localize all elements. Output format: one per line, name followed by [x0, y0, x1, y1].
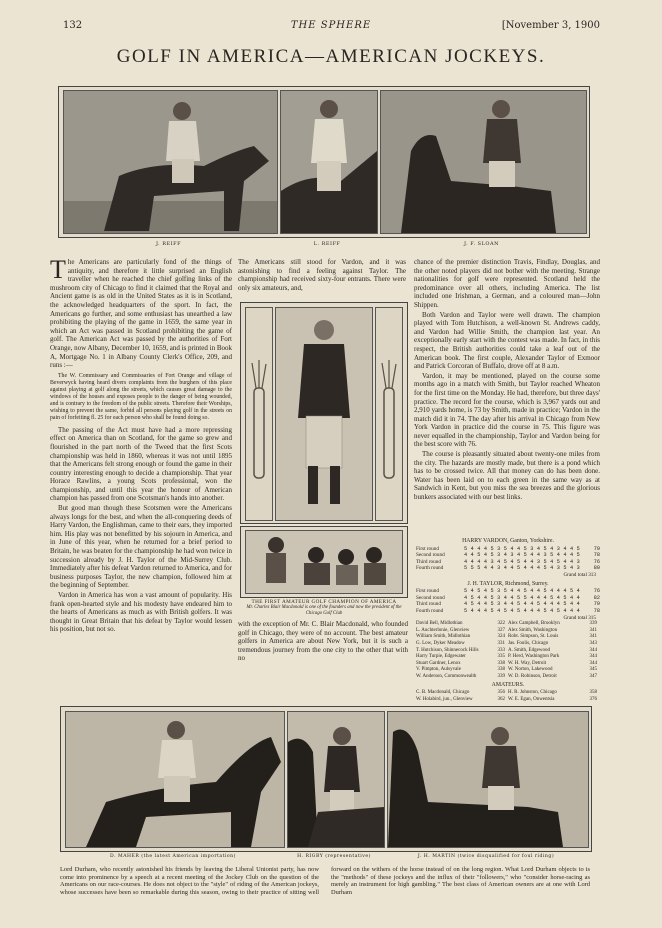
list-item: Jas. Foulis, Chicago 343 [508, 640, 597, 646]
scorecard-player: J. H. TAYLOR, Richmond, Surrey. [467, 580, 549, 587]
paragraph: The Americans still stood for Vardon, and it was astonishing to find a feeling against Taylor. The championship had received sixty-four entrants. There were only six amateurs, and, [238, 258, 406, 292]
list-item: Harry Turpie, Edgewater 335 [416, 654, 505, 660]
list-item: Robt. Simpson, St. Louis 341 [508, 634, 597, 640]
grand-total: Grand total 313 [563, 571, 596, 578]
list-item: C. B. Macdonald, Chicago 356 [416, 690, 505, 696]
photo-l-reiff [280, 90, 378, 234]
list-item: Alex Campbell, Brooklyn 339 [508, 621, 597, 627]
photo-caddies [245, 530, 403, 594]
page-title: GOLF IN AMERICA—AMERICAN JOCKEYS. [116, 46, 546, 67]
paragraph: he Americans are particularly fond of the things of antiquity, and therefore it little surprised an English traveller when he reached the chief golfing links of the mushroom city of Chicago to find it claimed that the Royal and Ancient game is as old in the United States as it is in Scotland, the acknowledged headquarters of the sport. In fact, the Americans go further, and some enthusiast has unearthed a law prohibiting the playing of the game in 1659, the same year in which an Act was passed in Scotland prohibiting the game of golf. The American Act was passed by the authorities of Fort Orange, now Albany, December 10, 1659, and is printed in Book A, Mortgage No. 1 in Albany County Clerk's Office, 209, and runs :— [50, 258, 232, 370]
paragraph: Vardon in America has won a vast amount of popularity. His frank open-hearted style and his modesty have endeared him to the hearts of Americans as much as with British golfers. It was thought in Great Britain that his defeat by Taylor would lessen his position, but not so. [50, 591, 232, 634]
paragraph: chance of the premier distinction Travis, Findlay, Douglas, and the other noted players did not bother with the meeting. Strange nationalities for golf were represented. Scotland held the predominance over all others, including America. The list included one Irishman, a German, and a coloured man—John Shippen. [414, 258, 600, 309]
horse-rider-image [64, 91, 277, 233]
list-item: David Bell, Midlothian 322 [416, 621, 505, 627]
caddies-group-image [246, 531, 402, 593]
list-item: W. E. Egan, Onwentsia 376 [508, 696, 597, 702]
list-item: William Smith, Midlothian 324 [416, 634, 505, 640]
list-item: W. Anderson, Commonwealth 339 [416, 673, 505, 679]
list-item: A. Smith, Edgewood 344 [508, 647, 597, 653]
page-number: 132 [63, 20, 83, 31]
score-tables [416, 536, 600, 703]
center-caption [240, 599, 408, 617]
score-row: Second round 4 4 5 4 5 3 4 3 4 5 4 4 3 5 4 4 4 5 78 [416, 552, 600, 559]
issue-date: [November 3, 1900 [501, 20, 600, 31]
results-list [416, 621, 600, 680]
photo-macdonald [275, 307, 373, 521]
caddies-photo-frame [240, 526, 408, 598]
grand-total: Grand total 315 [563, 614, 596, 621]
list-item: V. Pimpton, Aulsyvale 338 [416, 667, 505, 673]
act-quotation: The W. Commissary and Commissaries of Fort Orange and village of Beverwyck having heard divers complaints from the burghers of this place against playing at golf along the streets, which causes great damage to the windows of the houses and exposes people to the danger of being wounded, and is contrary to the freedom of the public streets. Therefore their Worships, wishing to prevent the same, forbid all persons playing golf in the streets on pain of forfeiting fl. 25 for each person who shall be found doing so. [50, 372, 232, 421]
article-column-3 [414, 258, 600, 534]
photo-j-h-martin [387, 711, 589, 848]
horse-rider-image [388, 712, 588, 847]
caption-h-rigby: H. RIGBY (representative) [297, 854, 371, 859]
bottom-article: Lord Durham, who recently astonished his friends by leaving the Liberal Unionist party, has now come into prominence by a speech at a recent meeting of the Jockey Club on the question of the Americans on our race-courses. He does not object to the "style" of riding of the American jockeys, whose successes have been so remarkable during this season, owing to their practice of sitting well forward on the withers of the horse instead of on the long region. What Lord Durham objects to is the "methods" of these jockeys and the influx of their "followers," who "consider horse-racing as merely an instrument for high gambling." The best class of American owners are at one with Lord Durham [60, 866, 590, 897]
list-item: Alex Smith, Washington 341 [508, 627, 597, 633]
horse-rider-image [288, 712, 384, 847]
paragraph: Vardon, it may be mentioned, played on the course some months ago in a match with Smith, but Taylor reached Wheaton for the first time on the Monday. He had, therefore, but three days' practice. The record for the course, which is 3,967 yards out and 2,910 yards home, is 73 by Smith, made in practice; Vardon in the match did it in 74. The day after his arrival in Chicago from New York Vardon in practice did the course in 75. This figure was never equalled in the championship, Taylor and Vardon being for the best score with 76. [414, 371, 600, 449]
golf-bag-icon [246, 308, 272, 520]
photo-j-f-sloan [380, 90, 587, 234]
amateurs-list [416, 690, 600, 703]
bottom-photo-strip [60, 706, 592, 852]
score-row: Second round 4 5 4 4 5 3 4 4 5 5 4 4 4 5 4 5 4 4 82 [416, 594, 600, 601]
article-column-2-bottom [238, 620, 408, 668]
amateurs-heading: AMATEURS. [491, 682, 525, 689]
scorecard-player: HARRY VARDON, Ganton, Yorkshire. [462, 538, 554, 544]
paragraph: with the exception of Mr. C. Blair Macdonald, who founded golf in Chicago, they were of no account. The best amateur golfers in America are about New York, but it is such a tremendous journey from the one city to the other that with no [238, 620, 408, 663]
score-row: First round 5 4 4 4 5 3 5 4 4 5 3 4 5 4 3 4 4 5 79 [416, 545, 600, 552]
horse-rider-image [66, 712, 284, 847]
score-row: First round 5 4 5 4 5 3 5 4 4 5 4 4 5 4 4 4 5 4 76 [416, 588, 600, 595]
list-item: W. H. Way, Detroit 344 [508, 660, 597, 666]
horse-rider-image [281, 91, 377, 233]
article-column-2-top [238, 258, 406, 300]
paragraph: But good man though these Scotsmen were the Americans always longs for the best, and when the all-conquering deeds of Harry Vardon, the Englishman, came to their ears, they imported him. His play was not benefitted by his sojourn in America, and in June of this year, when he returned for a brief period to Britain, he was beaten for the championship he had won twice in succession already by J. H. Taylor of the Mid-Surrey Club. Immediately after his defeat Vardon returned to America, and for business purposes Taylor, the new champion, followed him at the beginning of September. [50, 504, 232, 590]
caption-j-h-martin: J. H. MARTIN (twice disqualified for foul riding) [417, 854, 555, 859]
caption-j-reiff: J. REIFF [155, 241, 182, 247]
photo-d-maher [65, 711, 285, 848]
paragraph: The passing of the Act must have had a more repressing effect on America than on Scotland, for the game so grew and flourished in the part north of the Tweed that the first Scots championship was held in 1860, whereas it was not until 1895 that the Americans felt strong enough or found the game in their country interesting enough to decide a championship. That year Horace Rawlins, a young Scots professional, won the championship, and until this year the honour of American champion has passed from one Scotsman's hands into another. [50, 425, 232, 503]
list-item: W. D. Robinson, Detroit 347 [508, 673, 597, 679]
list-item: W. Norton, Lakewood 345 [508, 667, 597, 673]
score-row: Fourth round 5 4 4 4 5 4 5 4 5 4 4 4 5 4 5 4 4 4 78 [416, 607, 600, 614]
list-item: Stuart Gardner, Lenox 338 [416, 660, 505, 666]
golf-bag-icon [376, 308, 402, 520]
paragraph: Both Vardon and Taylor were well drawn. The champion played with Tom Hutchison, a well-known St. Andrews caddy, and Vardon had Willie Smith, the champion last year. An exceptionally early start with the contest was made. In fact, in this respect, the British authorities could take a leaf out of the American book. The first couple, Alexander Taylor of Exmoor and Patrick Corcoran of Buffalo, drove off at 8 a.m. [414, 310, 600, 371]
results-left [416, 621, 508, 680]
list-item: L. Auchterlonie, Glenview 327 [416, 627, 505, 633]
drop-cap: T [50, 258, 66, 284]
list-item: W. Holabird, jun., Glenview 362 [416, 696, 505, 702]
publication-name: THE SPHERE [290, 20, 372, 31]
horse-rider-image [381, 91, 586, 233]
golf-champion-illustration [240, 302, 408, 524]
score-row: Third round 4 4 4 4 3 4 5 4 5 4 4 3 5 4 5 4 4 3 76 [416, 558, 600, 565]
scorecard-vardon [416, 538, 600, 579]
list-item: G. Low, Dyker Meadow 331 [416, 640, 505, 646]
score-row: Third round 4 5 4 4 5 3 4 4 5 4 4 5 4 4 4 5 4 4 79 [416, 601, 600, 608]
scorecard-taylor [416, 581, 600, 622]
top-photo-strip [58, 86, 590, 238]
left-golf-bag-panel [245, 307, 273, 521]
photo-j-reiff [63, 90, 278, 234]
results-right [508, 621, 600, 680]
right-golf-bag-panel [375, 307, 403, 521]
score-row: Fourth round 5 5 5 4 4 3 4 4 5 4 4 4 5 4 3 5 4 3 80 [416, 565, 600, 572]
caption-d-maher: D. MAHER (the latest American importation) [110, 854, 236, 859]
center-caption-title: THE FIRST AMATEUR GOLF CHAMPION OF AMERICA [251, 599, 397, 605]
paragraph: The course is pleasantly situated about twenty-one miles from the city. The hazards are mostly made, but there is a pond which has to be crossed twice. All that money can do has been done. Water has been laid on to each green in the same way as at Sandwich in Kent, but you miss the sea breezes and the glorious bunkers associated with our best links. [414, 450, 600, 502]
photo-h-rigby [287, 711, 385, 848]
caption-l-reiff: L. REIFF [313, 241, 341, 247]
caption-j-f-sloan: J. F. SLOAN [464, 241, 499, 247]
list-item: H. R. Johnston, Chicago 358 [508, 690, 597, 696]
list-item: T. Hutchison, Shinnecock Hills 333 [416, 647, 505, 653]
article-column-1 [50, 258, 232, 658]
golfer-portrait-image [276, 308, 372, 520]
list-item: P. Herd, Washington Park 344 [508, 654, 597, 660]
center-caption-subtitle: Mr. Charles Blair Macdonald is one of the founders and now the president of the Chicago Golf Club [246, 605, 402, 616]
